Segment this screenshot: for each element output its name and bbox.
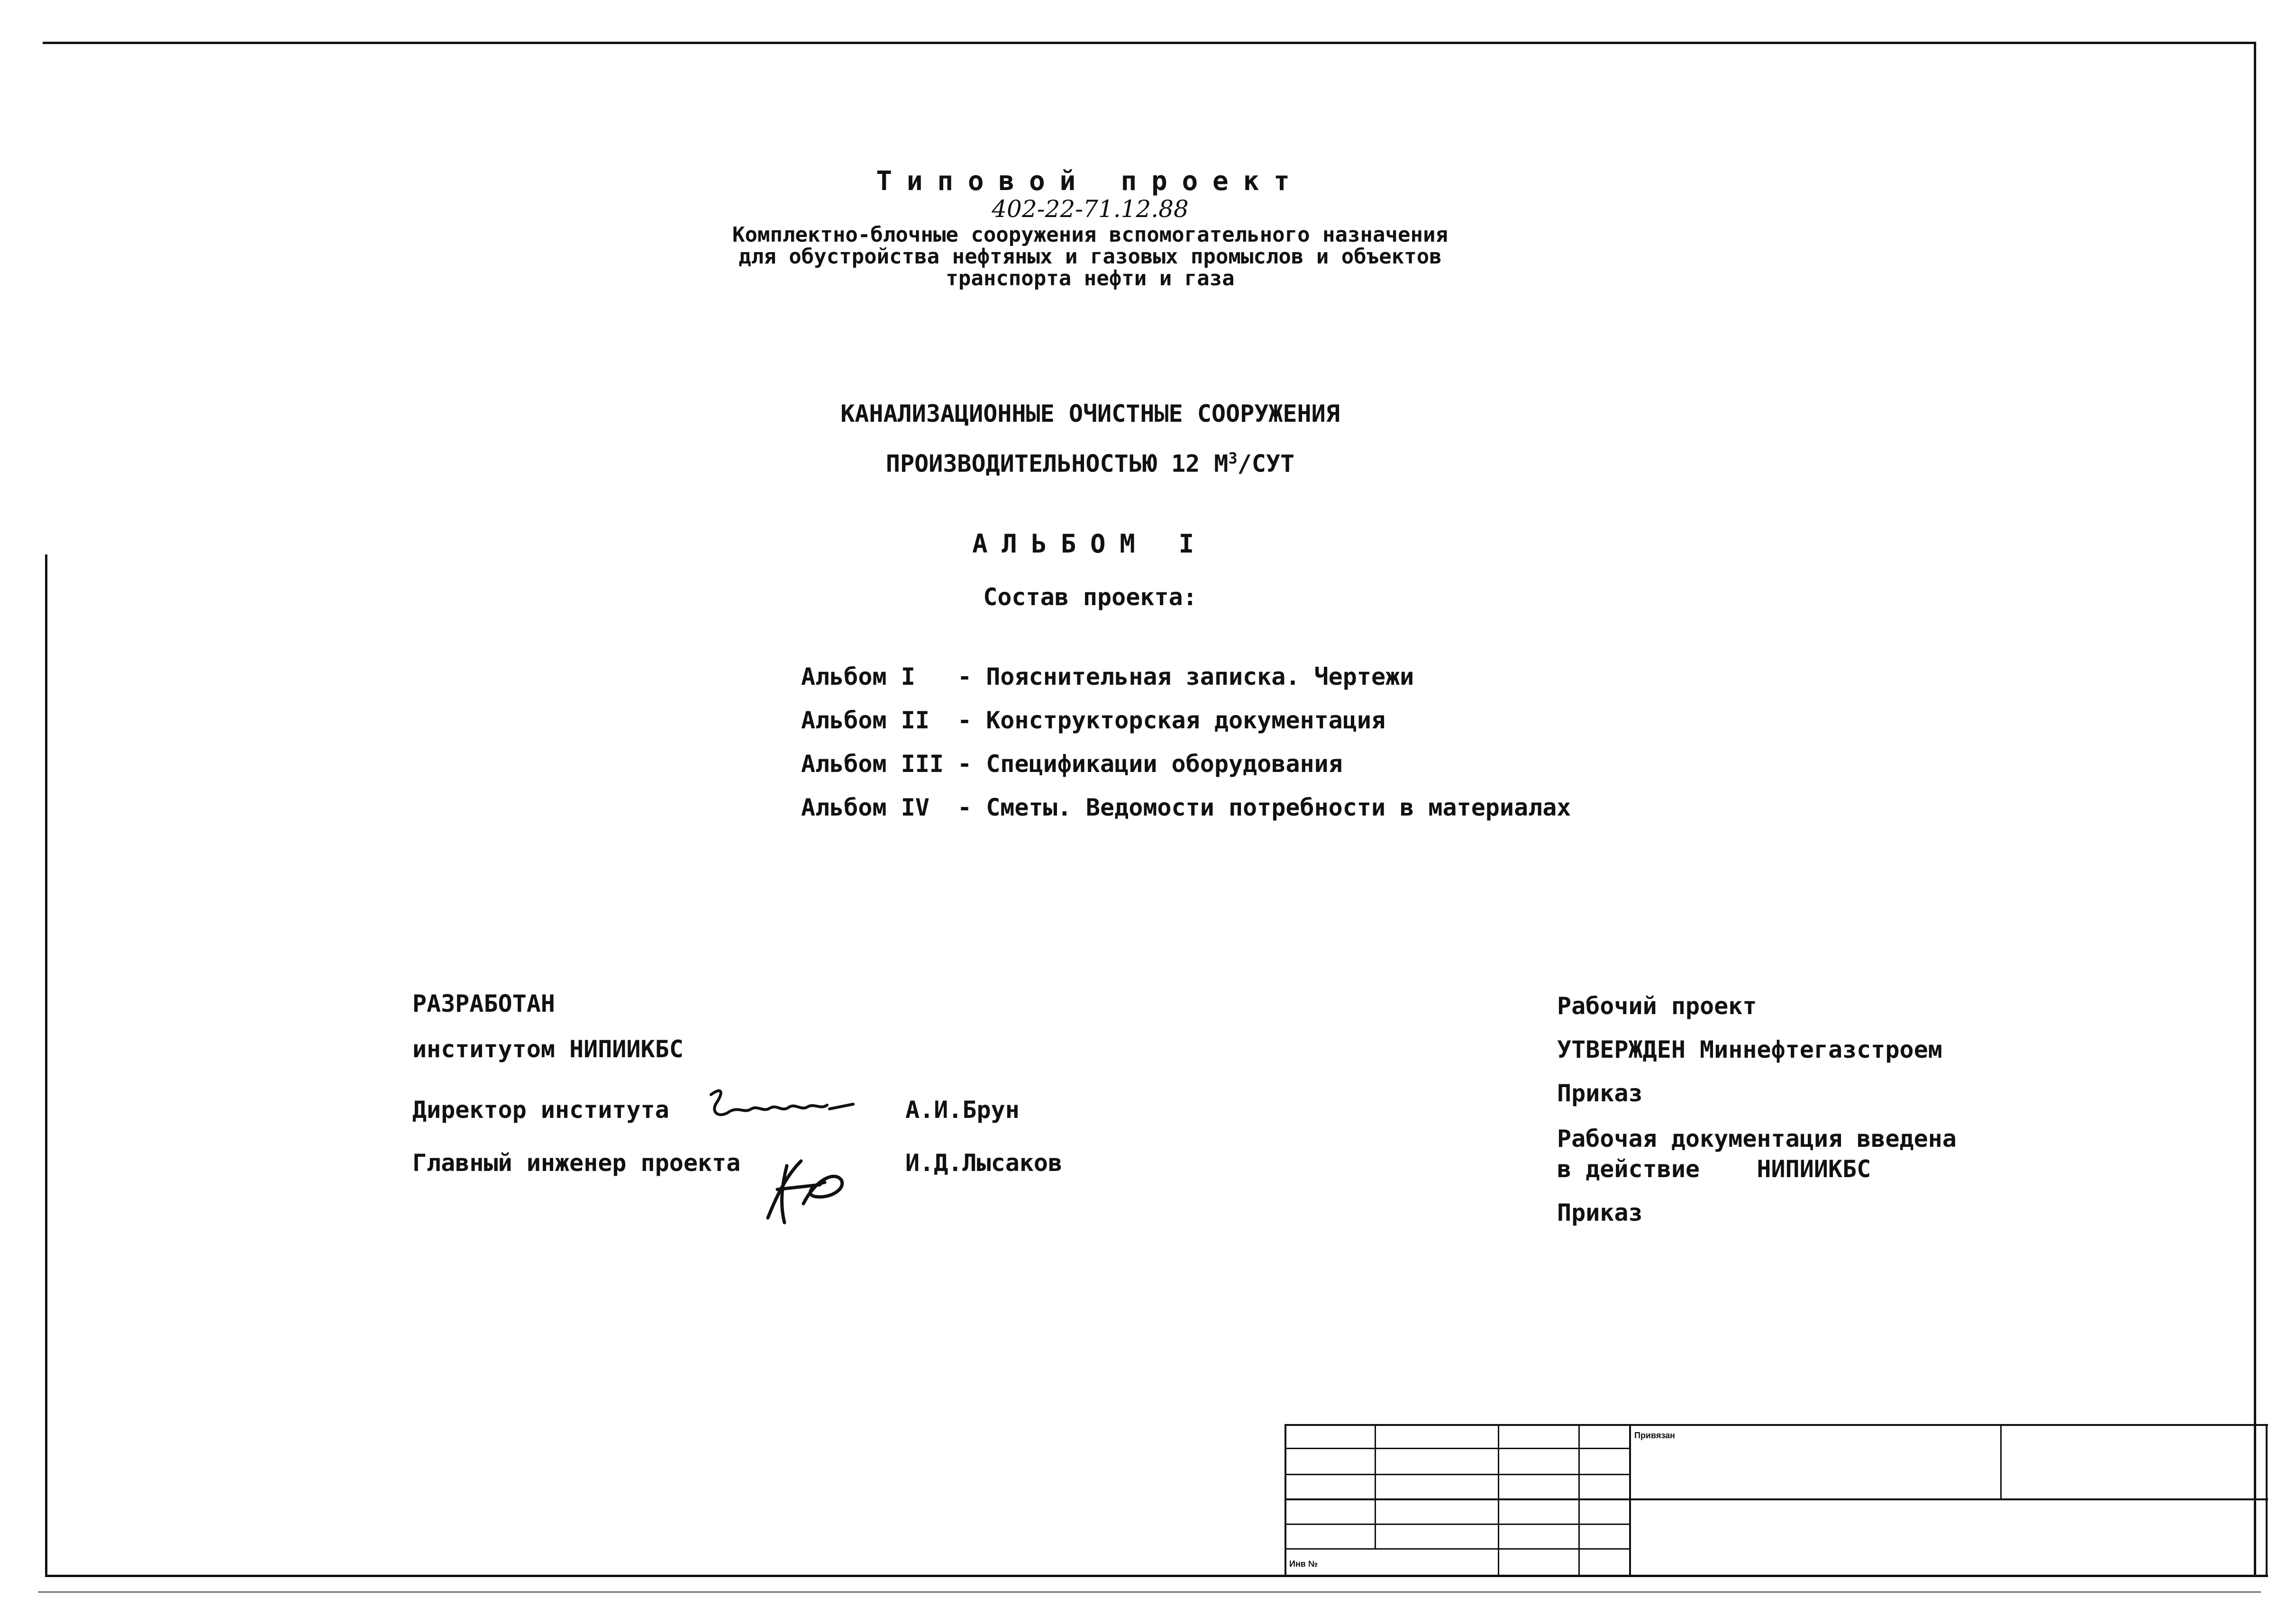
project-code: 402-22-71.12.88 <box>992 195 1189 223</box>
inventory-label: Инв № <box>1289 1559 1318 1569</box>
chief-name: И.Д.Лысаков <box>905 1149 1063 1177</box>
object-block <box>616 400 1564 477</box>
approval-line-4: Рабочая документация введена <box>1557 1125 1957 1152</box>
chief-signature <box>758 1147 853 1232</box>
subtitle-line-3: транспорта нефти и газа <box>946 266 1235 290</box>
frame-bottom-outer <box>38 1591 2261 1593</box>
director-name: А.И.Брун <box>905 1096 1020 1124</box>
album-desc: - Пояснительная записка. Чертежи <box>957 663 1414 690</box>
list-item <box>801 707 1571 751</box>
capacity-superscript: 3 <box>1228 449 1238 467</box>
chief-label: Главный инженер проекта <box>412 1149 741 1177</box>
subtitle-line-2: для обустройства нефтяных и газовых промыслов и объектов <box>738 245 1442 269</box>
album-block <box>616 531 1564 610</box>
director-signature <box>706 1085 858 1142</box>
composition-heading: Состав проекта: <box>983 583 1197 611</box>
album-label: Альбом IV <box>801 794 929 821</box>
approval-line-2: УТВЕРЖДЕН Миннефтегазстроем <box>1557 1036 1942 1063</box>
approval-block <box>1557 993 2173 1226</box>
approval-line-6: Приказ <box>1557 1199 1643 1226</box>
developer-heading: РАЗРАБОТАН <box>412 990 556 1017</box>
capacity-unit: /СУТ <box>1237 450 1295 478</box>
approval-line-3: Приказ <box>1557 1080 1643 1107</box>
frame-right <box>2254 42 2256 1577</box>
title-block <box>1285 1424 2268 1576</box>
applied-label: Привязан <box>1634 1431 1675 1440</box>
list-item <box>801 663 1571 707</box>
approval-line-1: Рабочий проект <box>1557 992 1757 1020</box>
album-desc: - Конструкторская документация <box>957 707 1386 734</box>
approval-line-5: в действие НИПИИКБС <box>1557 1155 1871 1183</box>
album-desc: - Сметы. Ведомости потребности в материалах <box>957 794 1571 821</box>
header-block <box>616 168 1564 290</box>
list-item <box>801 794 1571 838</box>
capacity-text: ПРОИЗВОДИТЕЛЬНОСТЬЮ 12 М <box>885 450 1229 478</box>
frame-left <box>45 554 47 1577</box>
list-item <box>801 751 1571 794</box>
album-label: Альбом III <box>801 750 944 778</box>
album-label: Альбом II <box>801 707 929 734</box>
album-label: Альбом I <box>801 663 915 690</box>
object-title-line-2 <box>616 445 1564 477</box>
album-desc: - Спецификации оборудования <box>957 750 1343 778</box>
developer-org: институтом НИПИИКБС <box>412 1035 683 1063</box>
object-title-line-1: КАНАЛИЗАЦИОННЫЕ ОЧИСТНЫЕ СООРУЖЕНИЯ <box>840 400 1340 427</box>
doc-type-title: Типовой проект <box>876 166 1304 197</box>
subtitle-line-1: Комплектно-блочные сооружения вспомогательного назначения <box>732 223 1448 247</box>
album-list <box>801 663 1571 838</box>
album-title: АЛЬБОМ I <box>972 529 1208 559</box>
director-label: Директор института <box>412 1096 669 1124</box>
frame-top <box>43 42 2256 44</box>
